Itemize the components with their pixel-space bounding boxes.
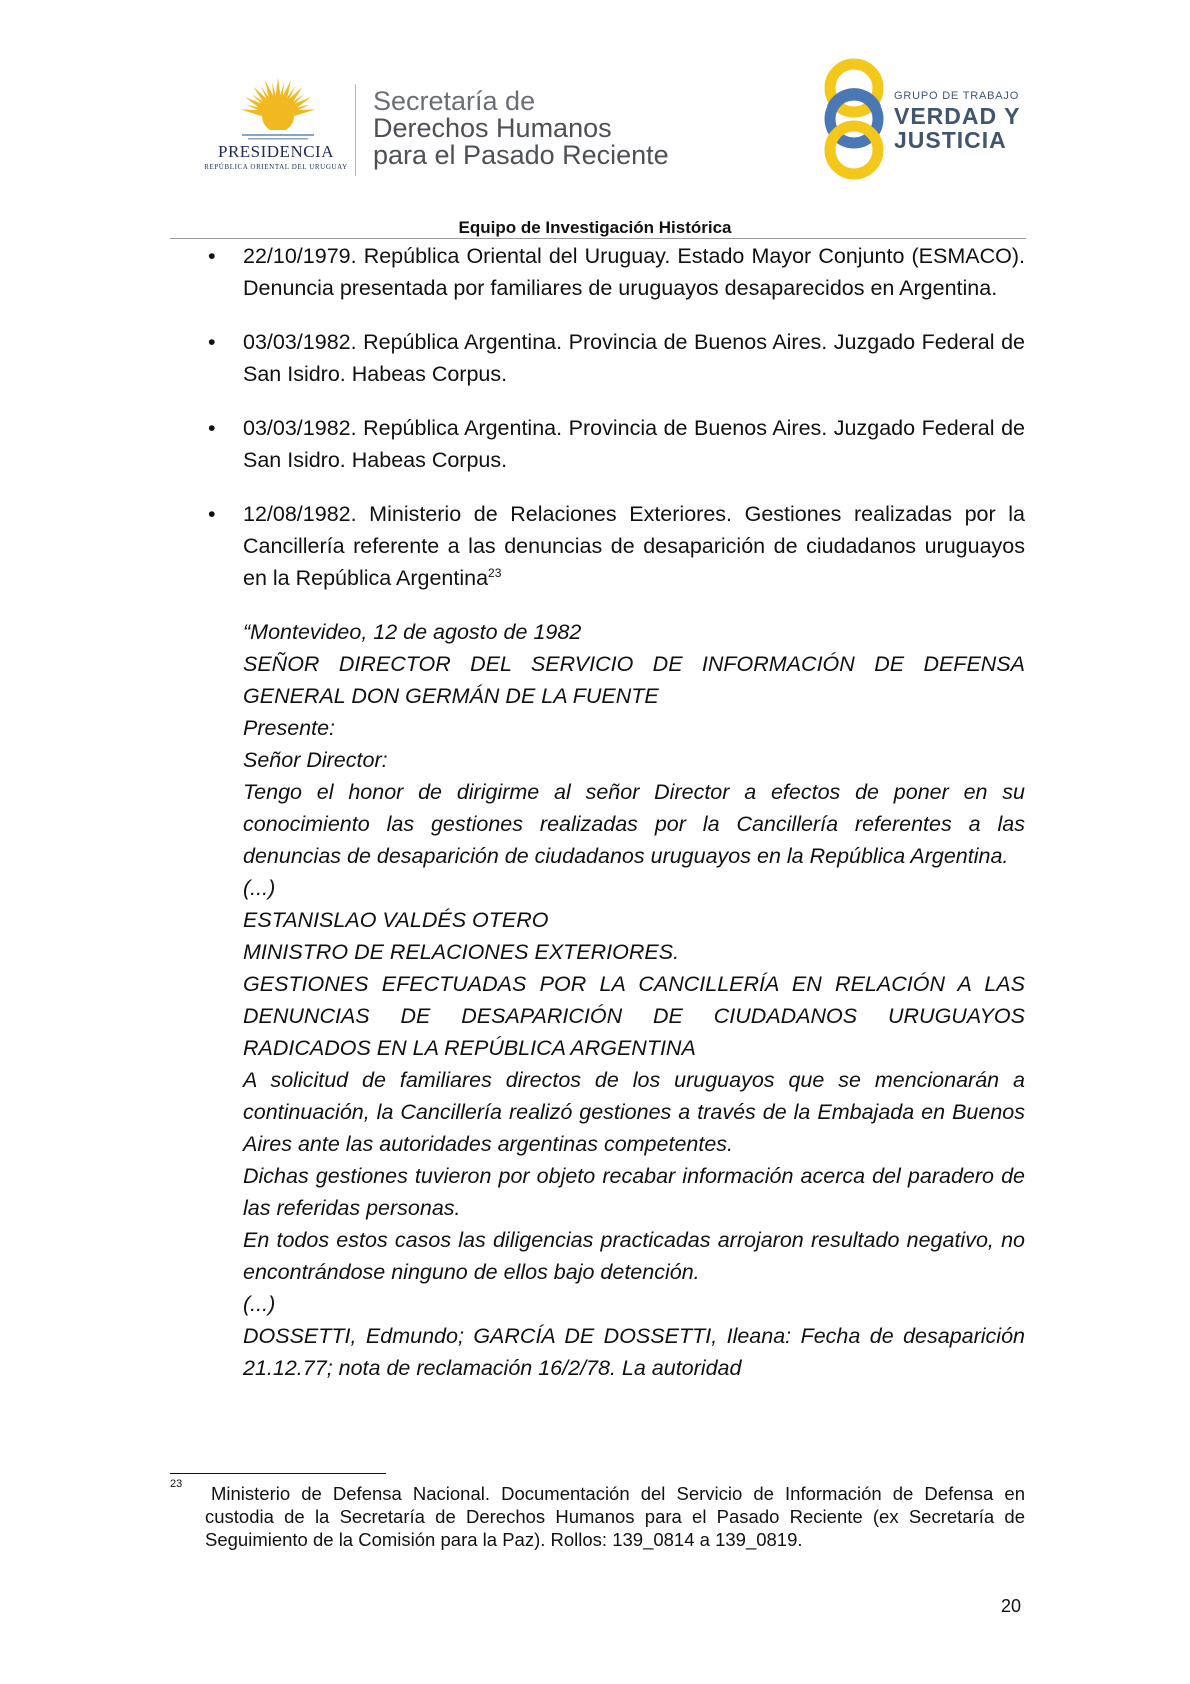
- sun-emblem-icon: [240, 78, 316, 144]
- linked-rings-icon: [816, 56, 892, 180]
- header-rule: [170, 238, 1026, 239]
- letter-paragraph: Tengo el honor de dirigirme al señor Director a efectos de poner en su conocimiento las gestiones realizadas por la Cancillería referentes a las denuncias de desaparición de ciudadanos uruguayos en la República Argentina.: [243, 780, 1025, 868]
- letter-line: Presente:: [243, 716, 336, 740]
- letter-ellipsis: (...): [243, 1292, 276, 1316]
- list-item-text: 22/10/1979. República Oriental del Uruguay. Estado Mayor Conjunto (ESMACO). Denuncia presentada por familiares de uruguayos desaparecidos en Argentina.: [243, 244, 1025, 300]
- secretaria-line-2: Derechos Humanos: [373, 113, 612, 143]
- secretaria-line-1: Secretaría de: [373, 86, 536, 116]
- letter-paragraph: En todos estos casos las diligencias practicadas arrojaron resultado negativo, no encontrándose ninguno de ellos bajo detención.: [243, 1228, 1025, 1284]
- letter-paragraph: Dichas gestiones tuvieron por objeto recabar información acerca del paradero de las referidas personas.: [243, 1164, 1025, 1220]
- list-item-text: 12/08/1982. Ministerio de Relaciones Exteriores. Gestiones realizadas por la Cancillería referente a las denuncias de desaparición de ciudadanos uruguayos en la República Argentina: [243, 502, 1025, 590]
- list-item-text: 03/03/1982. República Argentina. Provincia de Buenos Aires. Juzgado Federal de San Isidro. Habeas Corpus.: [243, 330, 1025, 386]
- letter-section-heading: GESTIONES EFECTUADAS POR LA CANCILLERÍA EN RELACIÓN A LAS DENUNCIAS DE DESAPARICIÓN DE CIUDADANOS URUGUAYOS RADICADOS EN LA REPÚBLICA ARGENTINA: [243, 972, 1025, 1060]
- secretaria-line-3: para el Pasado Reciente: [373, 140, 669, 170]
- letter-paragraph: A solicitud de familiares directos de los uruguayos que se mencionarán a continuación, la Cancillería realizó gestiones a través de la Embajada en Buenos Aires ante las autoridades argentinas competentes.: [243, 1068, 1025, 1156]
- footnote-reference: 23: [488, 565, 502, 580]
- letter-salutation: Señor Director:: [243, 748, 388, 772]
- letter-addressee: SEÑOR DIRECTOR DEL SERVICIO DE INFORMACIÓN DE DEFENSA GENERAL DON GERMÁN DE LA FUENTE: [243, 652, 1025, 708]
- grupo-line-3: JUSTICIA: [894, 127, 1007, 153]
- list-item: [205, 326, 1025, 390]
- secretaria-title: [373, 88, 669, 169]
- presidencia-logo: [196, 76, 356, 176]
- list-item: [205, 498, 1025, 594]
- list-item: [205, 412, 1025, 476]
- document-body: [205, 240, 1025, 1384]
- footnote-text: Ministerio de Defensa Nacional. Documentación del Servicio de Información de Defensa en custodia de la Secretaría de Derechos Humanos para el Pasado Reciente (ex Secretaría de Seguimiento de la Comisión para la Paz). Rollos: 139_0814 a 139_0819.: [205, 1483, 1025, 1550]
- letter-signatory-title: MINISTRO DE RELACIONES EXTERIORES.: [243, 940, 680, 964]
- letter-paragraph: DOSSETTI, Edmundo; GARCÍA DE DOSSETTI, Ileana: Fecha de desaparición 21.12.77; nota de reclamación 16/2/78. La autoridad: [243, 1324, 1025, 1380]
- letter-signatory: ESTANISLAO VALDÉS OTERO: [243, 908, 549, 932]
- letter-date: “Montevideo, 12 de agosto de 1982: [243, 620, 582, 644]
- quoted-letter: [243, 616, 1025, 1384]
- presidencia-subtitle: REPÚBLICA ORIENTAL DEL URUGUAY: [204, 163, 348, 171]
- team-title: Equipo de Investigación Histórica: [458, 218, 732, 237]
- footnote-rule: [170, 1473, 386, 1474]
- presidencia-name: PRESIDENCIA: [217, 142, 334, 161]
- letter-ellipsis: (...): [243, 876, 276, 900]
- page-number: 20: [1001, 1596, 1022, 1616]
- list-item: [205, 240, 1025, 304]
- bullet-icon: •: [208, 502, 216, 526]
- grupo-line-2: VERDAD Y: [894, 103, 1021, 129]
- footnote-number: 23: [170, 1478, 183, 1490]
- bullet-icon: •: [208, 330, 216, 354]
- bullet-icon: •: [208, 244, 216, 268]
- header-divider: [355, 84, 356, 176]
- grupo-line-1: GRUPO DE TRABAJO: [894, 90, 1020, 102]
- grupo-trabajo-logo: [816, 56, 1026, 180]
- list-item-text: 03/03/1982. República Argentina. Provincia de Buenos Aires. Juzgado Federal de San Isidro. Habeas Corpus.: [243, 416, 1025, 472]
- bullet-icon: •: [208, 416, 216, 440]
